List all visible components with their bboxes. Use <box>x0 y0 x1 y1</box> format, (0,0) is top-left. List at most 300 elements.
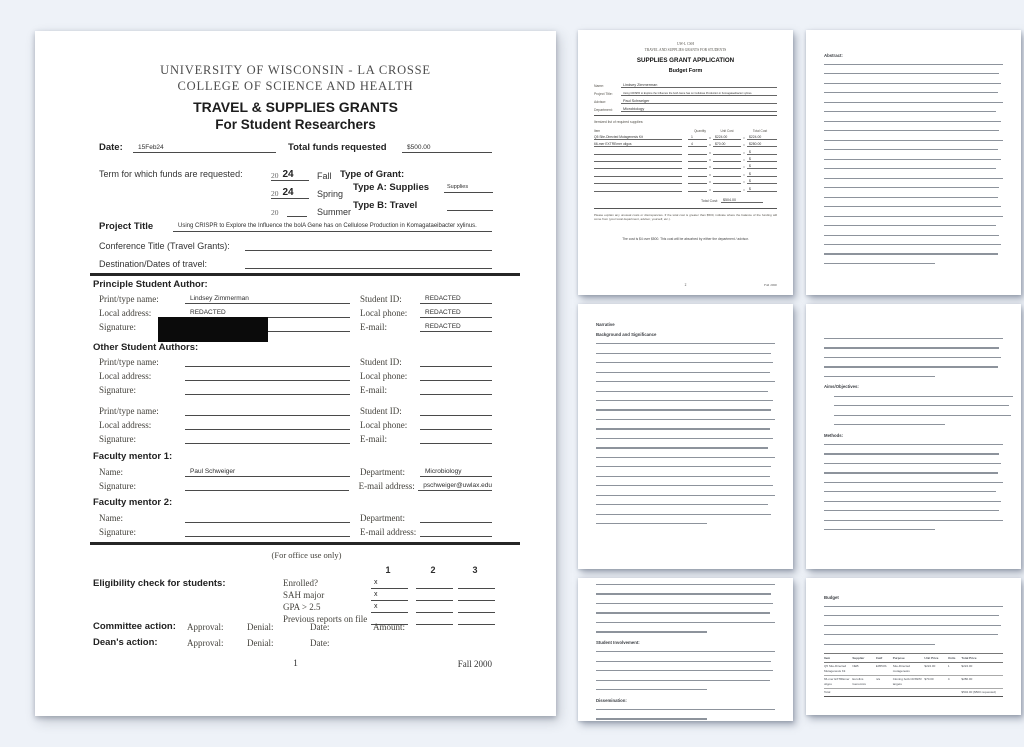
itemized-label: Itemized list of required supplies: <box>594 119 644 124</box>
dean-action-label: Dean's action: <box>93 637 158 648</box>
form-subtitle: For Student Researchers <box>215 117 376 132</box>
thumb-footer-version: Fall 2000 <box>764 283 777 287</box>
eligibility-mark-field: x <box>371 578 408 589</box>
item-qty <box>688 161 707 162</box>
thumb-heading: Narrative <box>596 321 615 327</box>
total-funds-label: Total funds requested <box>288 142 387 153</box>
budget-field-row <box>594 104 777 112</box>
budget-col-header: Unit Cost <box>720 128 734 133</box>
thumb-table-cell: Eurofins Genomics <box>852 677 866 686</box>
term-row <box>271 195 351 217</box>
thumb-text-line <box>596 593 771 594</box>
thumb-text-line <box>596 709 775 710</box>
item-qty: 4 <box>688 142 707 147</box>
committee-denial-label: Denial: <box>247 622 274 632</box>
field-row <box>99 432 492 444</box>
item-total-cost: $ <box>747 150 777 155</box>
budget-form-fields <box>594 80 777 112</box>
item-name <box>594 154 682 155</box>
thumb-text-line <box>824 64 1003 65</box>
field-value: REDACTED <box>420 321 492 332</box>
budget-form-page <box>578 30 793 295</box>
thumb-table-cell: $280.00 <box>961 677 973 682</box>
thumbnail-budget-form[interactable] <box>578 30 793 295</box>
thumb-text-line <box>824 140 1003 141</box>
type-b-row <box>353 199 493 211</box>
thumb-text-line <box>824 178 1003 179</box>
thumb-table-cell: 4 <box>947 677 950 682</box>
page-number: 1 <box>293 659 298 669</box>
field-value: Paul Schweiger <box>185 466 350 477</box>
eligibility-mark-field <box>458 578 495 589</box>
item-qty <box>688 168 707 169</box>
field-label: Student ID: <box>360 294 402 304</box>
item-total-cost: $280.00 <box>747 142 777 147</box>
item-unit-cost: $70.00 <box>713 142 741 147</box>
field-label: Signature: <box>99 385 136 395</box>
item-unit-cost: $224.00 <box>713 135 741 140</box>
thumb-text-line <box>596 523 707 524</box>
type-of-grant-label: Type of Grant: <box>340 169 405 180</box>
thumb-text-line <box>824 491 996 492</box>
thumbnail-aims-methods[interactable] <box>806 304 1021 569</box>
budget-item-row <box>594 184 777 191</box>
eligibility-mark-field <box>416 614 453 625</box>
thumb-heading: Methods: <box>824 432 844 438</box>
budget-field-label: Project Title: <box>594 91 613 96</box>
item-qty <box>688 183 707 184</box>
equals-sign: = <box>743 172 745 177</box>
faculty-mentor1-heading: Faculty mentor 1: <box>93 451 173 462</box>
budget-col-header: Item <box>594 128 601 133</box>
thumb-text-line <box>596 343 775 344</box>
date-total-row <box>99 141 492 153</box>
thumb-table-cell <box>876 690 893 695</box>
thumb-table-cell <box>924 690 947 695</box>
field-label: Local address: <box>99 420 152 430</box>
budget-col-header: Quantity <box>694 128 706 133</box>
office-use-section <box>93 550 520 662</box>
item-unit-cost <box>713 168 741 169</box>
thumb-text-line <box>596 438 773 439</box>
field-label: Student ID: <box>360 357 402 367</box>
conference-title-row <box>99 239 492 251</box>
multiply-sign: x <box>709 172 711 177</box>
eligibility-mark-field <box>416 602 453 613</box>
section-divider2 <box>90 542 520 545</box>
field-value: REDACTED <box>420 307 492 318</box>
thumb-text-line <box>596 353 771 354</box>
thumb-table-cell: Site-Directed mutagenesis <box>892 664 911 673</box>
field-value <box>420 419 492 430</box>
field-value <box>420 384 492 395</box>
field-value: REDACTED <box>185 307 350 318</box>
eligibility-mark-field: x <box>371 590 408 601</box>
divider <box>594 208 777 209</box>
field-row <box>99 465 492 477</box>
field-row <box>99 369 492 381</box>
field-label: Signature: <box>99 322 136 332</box>
thumb-table-header: Purpose <box>892 655 905 660</box>
thumb-text-line <box>824 634 998 635</box>
thumb-text-line <box>596 504 768 505</box>
field-label: Signature: <box>99 434 136 444</box>
thumb-text-line <box>824 453 999 454</box>
office-use-label: (For office use only) <box>271 550 342 560</box>
thumb-heading: Budget <box>824 594 839 600</box>
thumb-text-line <box>824 263 935 264</box>
thumb-text-line <box>824 244 1001 245</box>
field-value <box>185 433 350 444</box>
thumb-text-line <box>824 444 1003 445</box>
field-row <box>99 292 492 304</box>
budget-col-header: Total Cost <box>752 128 768 133</box>
project-title-label: Project Title <box>99 221 154 232</box>
field-label: Local address: <box>99 371 152 381</box>
equals-sign: = <box>743 135 745 140</box>
thumb-table-row <box>824 676 1003 689</box>
thumb-text-line <box>824 366 998 367</box>
thumb-text-line <box>824 482 1003 483</box>
item-name: 66-mer EXTREmer oligos <box>594 142 682 147</box>
divider <box>594 115 777 116</box>
thumb-text-line <box>824 121 1001 122</box>
budget-field-label: Name: <box>594 83 604 88</box>
budget-field-row <box>594 80 777 88</box>
field-label: Local phone: <box>360 371 408 381</box>
multiply-sign: x <box>709 150 711 155</box>
budget-explanation: The cost is $4 over $500. This cost will be absorbed by either the department / advisor. <box>622 237 749 242</box>
thumb-table-header: Units <box>947 655 956 660</box>
eligibility-mark-field <box>458 602 495 613</box>
field-value: Microbiology <box>420 466 492 477</box>
thumb-text-line <box>596 622 775 623</box>
field-value <box>185 405 350 416</box>
thumb-table-cell: Cloning bolA CRISPR targets <box>892 677 922 686</box>
equals-sign: = <box>743 187 745 192</box>
item-total-cost: $ <box>747 164 777 169</box>
principal-author-heading: Principle Student Author: <box>93 279 208 290</box>
thumb-text-line <box>824 235 999 236</box>
field-label: Signature: <box>99 481 136 491</box>
thumb-table-header: Cat# <box>875 655 883 660</box>
eligibility-col-number: 1 <box>385 565 391 575</box>
field-value <box>185 384 350 395</box>
field-value: REDACTED <box>420 293 492 304</box>
term-century: 20 <box>271 208 279 217</box>
field-value: Lindsey Zimmerman <box>185 293 350 304</box>
thumb-text-line <box>596 428 770 429</box>
thumb-table-cell: $224.00 <box>924 664 936 669</box>
committee-action-label: Committee action: <box>93 621 176 632</box>
field-value <box>185 370 350 381</box>
section-divider <box>90 273 520 276</box>
thumb-text-line <box>834 424 945 425</box>
field-label: E-mail address: <box>360 527 417 537</box>
eligibility-mark-field <box>416 590 453 601</box>
thumb-table-cell: E0554S <box>875 664 887 669</box>
destination-label: Destination/Dates of travel: <box>99 259 208 269</box>
thumb-heading: Dissemination: <box>596 697 627 703</box>
thumb-text-line <box>824 376 935 377</box>
thumb-text-line <box>824 520 1003 521</box>
term-season-label: Summer <box>317 207 352 217</box>
budget-field-label: Department: <box>594 107 613 112</box>
total-cost-value: $504.00 <box>721 198 763 203</box>
thumb-table-cell <box>893 690 925 695</box>
item-unit-cost <box>713 161 741 162</box>
thumb-org-line2: TRAVEL AND SUPPLIES GRANTS FOR STUDENTS <box>644 47 727 52</box>
thumb-text-line <box>824 216 1003 217</box>
type-a-label: Type A: Supplies <box>353 182 430 193</box>
field-label: Local phone: <box>360 308 408 318</box>
field-value <box>185 356 350 367</box>
field-row <box>99 404 492 416</box>
field-value <box>185 419 350 430</box>
item-qty <box>688 154 707 155</box>
field-value <box>185 512 350 523</box>
thumb-heading: Background and Significance <box>596 331 657 337</box>
budget-item-rows <box>594 133 777 192</box>
date-field: 15Feb24 <box>133 142 276 153</box>
thumb-table-cell: Q5 Site-Directed Mutagenesis Kit <box>824 664 847 673</box>
thumb-text-line <box>834 415 1011 416</box>
field-label: Local phone: <box>360 420 408 430</box>
thumb-table-cell: NEB <box>852 664 859 669</box>
equals-sign: = <box>743 150 745 155</box>
thumb-text-line <box>596 603 773 604</box>
thumb-budget-title: SUPPLIES GRANT APPLICATION <box>636 56 735 64</box>
eligibility-col-number: 3 <box>472 565 478 575</box>
thumb-text-line <box>596 466 771 467</box>
project-title-row <box>99 220 492 232</box>
faculty-mentor2-heading: Faculty mentor 2: <box>93 497 173 508</box>
thumb-text-line <box>824 168 996 169</box>
thumb-text-line <box>824 149 998 150</box>
university-line: UNIVERSITY OF WISCONSIN - LA CROSSE <box>160 63 431 77</box>
field-value <box>185 526 350 537</box>
eligibility-item-label: Previous reports on file <box>283 614 368 624</box>
field-label: Name: <box>99 467 123 477</box>
thumb-text-line <box>596 495 775 496</box>
thumb-table-cell: 1 <box>947 664 950 669</box>
thumb-text-line <box>824 225 996 226</box>
thumb-text-line <box>596 689 707 690</box>
budget-col-headers <box>594 129 777 133</box>
item-unit-cost <box>713 183 741 184</box>
thumb-text-line <box>824 606 1003 607</box>
thumb-text-line <box>596 485 773 486</box>
thumb-text-line <box>824 338 1003 339</box>
term-label: Term for which funds are requested: <box>99 169 243 179</box>
signature-redaction-box <box>158 317 268 342</box>
thumb-text-line <box>596 400 773 401</box>
budget-field-value: Paul Schweiger <box>621 99 777 104</box>
thumb-text-line <box>834 396 1013 397</box>
term-century: 20 <box>271 171 279 180</box>
thumb-budget-table <box>824 653 1003 697</box>
eligibility-item-label: GPA > 2.5 <box>283 602 321 612</box>
field-label: Name: <box>99 513 123 523</box>
item-name <box>594 168 682 169</box>
field-label: Student ID: <box>360 406 402 416</box>
item-total-cost: $ <box>747 179 777 184</box>
dean-denial-label: Denial: <box>247 638 274 648</box>
budget-field-value: Lindsey Zimmerman <box>621 83 777 88</box>
grant-application-form <box>35 31 556 716</box>
thumb-text-line <box>824 83 1001 84</box>
thumb-text-line <box>596 381 775 382</box>
thumb-text-line <box>824 197 998 198</box>
field-value <box>420 526 492 537</box>
thumb-text-line <box>596 631 707 632</box>
budget-total-row <box>594 198 763 203</box>
thumb-text-line <box>824 529 935 530</box>
footer-version: Fall 2000 <box>457 659 492 669</box>
thumb-text-line <box>596 372 770 373</box>
thumb-table-cell: $224.00 <box>961 664 973 669</box>
field-label: Print/type name: <box>99 294 159 304</box>
field-row <box>99 418 492 430</box>
budget-item-row <box>594 140 777 147</box>
term-year-blank <box>287 207 307 217</box>
budget-field-row <box>594 88 777 96</box>
dean-approval-label: Approval: <box>187 638 224 648</box>
thumbnail-narrative[interactable] <box>578 304 793 569</box>
item-name <box>594 183 682 184</box>
conference-title-label: Conference Title (Travel Grants): <box>99 241 230 251</box>
field-label: E-mail address: <box>358 481 415 491</box>
field-label: Department: <box>360 467 405 477</box>
thumb-heading: Student Involvement: <box>596 639 640 645</box>
thumb-text-line <box>824 501 1001 502</box>
dean-date-label: Date: <box>310 638 330 648</box>
committee-approval-label: Approval: <box>187 622 224 632</box>
thumb-text-line <box>824 510 999 511</box>
multiply-sign: x <box>709 165 711 170</box>
budget-item-row <box>594 147 777 154</box>
field-row <box>99 355 492 367</box>
other-authors-heading: Other Student Authors: <box>93 342 199 353</box>
thumb-budget-subtitle: Budget Form <box>668 67 703 74</box>
field-value <box>420 512 492 523</box>
thumb-text-line <box>596 718 707 719</box>
thumb-text-line <box>824 92 998 93</box>
field-label: E-mail: <box>360 322 387 332</box>
item-total-cost: $224.00 <box>747 135 777 140</box>
type-a-field: Supplies <box>444 182 493 193</box>
thumb-text-line <box>824 357 1001 358</box>
budget-item-row <box>594 169 777 176</box>
thumb-org-line1: UW-L CSH <box>677 42 694 46</box>
thumb-text-line <box>824 111 996 112</box>
committee-date-label: Date: <box>310 622 330 632</box>
multiply-sign: x <box>709 158 711 163</box>
field-label: E-mail: <box>360 434 387 444</box>
field-row <box>99 479 492 491</box>
field-label: Print/type name: <box>99 357 159 367</box>
thumb-text-line <box>824 644 935 645</box>
committee-amount-label: Amount: <box>373 622 406 632</box>
thumbnail-budget-narrative[interactable] <box>806 578 1021 715</box>
field-row <box>99 511 492 523</box>
budget-field-row <box>594 96 777 104</box>
destination-field <box>245 258 492 269</box>
thumb-text-line <box>824 130 999 131</box>
item-name: Q5 Site-Directed Mutagenesis Kit <box>594 135 682 140</box>
thumbnail-abstract[interactable] <box>806 30 1021 295</box>
thumb-text-line <box>596 514 771 515</box>
thumbnail-student-involvement[interactable] <box>578 578 793 721</box>
conference-title-field <box>245 240 492 251</box>
budget-field-label: Advisor: <box>594 99 607 104</box>
thumb-text-line <box>834 405 1009 406</box>
budget-item-row <box>594 177 777 184</box>
thumb-table-header: Unit Price <box>924 655 939 660</box>
project-title-field: Using CRISPR to Explore the Influence the bolA Gene has on Cellulose Production in Komagataeibacter xylinus. <box>173 221 492 232</box>
equals-sign: = <box>743 158 745 163</box>
thumb-text-line <box>824 102 1003 103</box>
budget-item-row <box>594 133 777 140</box>
thumb-text-line <box>596 476 770 477</box>
field-value <box>420 405 492 416</box>
budget-item-row <box>594 155 777 162</box>
thumb-text-line <box>824 463 1001 464</box>
thumb-table-cell: Total <box>824 690 831 695</box>
thumb-table-cell <box>948 690 962 695</box>
thumb-text-line <box>596 447 768 448</box>
thumb-text-line <box>824 615 999 616</box>
field-value <box>420 433 492 444</box>
type-b-label: Type B: Travel <box>353 200 418 211</box>
thumb-text-line <box>824 159 1001 160</box>
item-unit-cost <box>713 191 741 192</box>
college-line: COLLEGE OF SCIENCE AND HEALTH <box>177 79 414 93</box>
multiply-sign: x <box>709 180 711 185</box>
item-total-cost: $ <box>747 157 777 162</box>
thumb-text-line <box>596 457 775 458</box>
item-qty <box>688 176 707 177</box>
thumb-table-row <box>824 689 1003 698</box>
field-row <box>99 383 492 395</box>
thumb-text-line <box>596 584 775 585</box>
item-name <box>594 161 682 162</box>
equals-sign: = <box>743 180 745 185</box>
thumb-text-line <box>596 661 771 662</box>
multiply-sign: x <box>709 135 711 140</box>
destination-row <box>99 257 492 269</box>
field-value <box>420 356 492 367</box>
term-year-field <box>271 207 309 217</box>
date-label: Date: <box>99 142 123 153</box>
item-total-cost: $ <box>747 172 777 177</box>
type-a-row <box>353 181 493 193</box>
term-season-label: Fall <box>317 171 332 181</box>
thumb-table-cell: 66-mer EXTREmer oligos <box>824 677 850 686</box>
eligibility-item-label: SAH major <box>283 590 325 600</box>
field-label: Print/type name: <box>99 406 159 416</box>
thumb-text-line <box>596 651 775 652</box>
eligibility-label: Eligibility check for students: <box>93 578 226 589</box>
term-year-value: 24 <box>282 169 294 180</box>
term-century: 20 <box>271 189 279 198</box>
thumb-table-cell: $70.00 <box>924 677 934 682</box>
total-cost-label: Total Cost: <box>701 198 718 203</box>
equals-sign: = <box>743 143 745 148</box>
thumb-text-line <box>596 670 773 671</box>
thumb-text-line <box>596 680 770 681</box>
main-page-preview[interactable] <box>35 31 556 716</box>
